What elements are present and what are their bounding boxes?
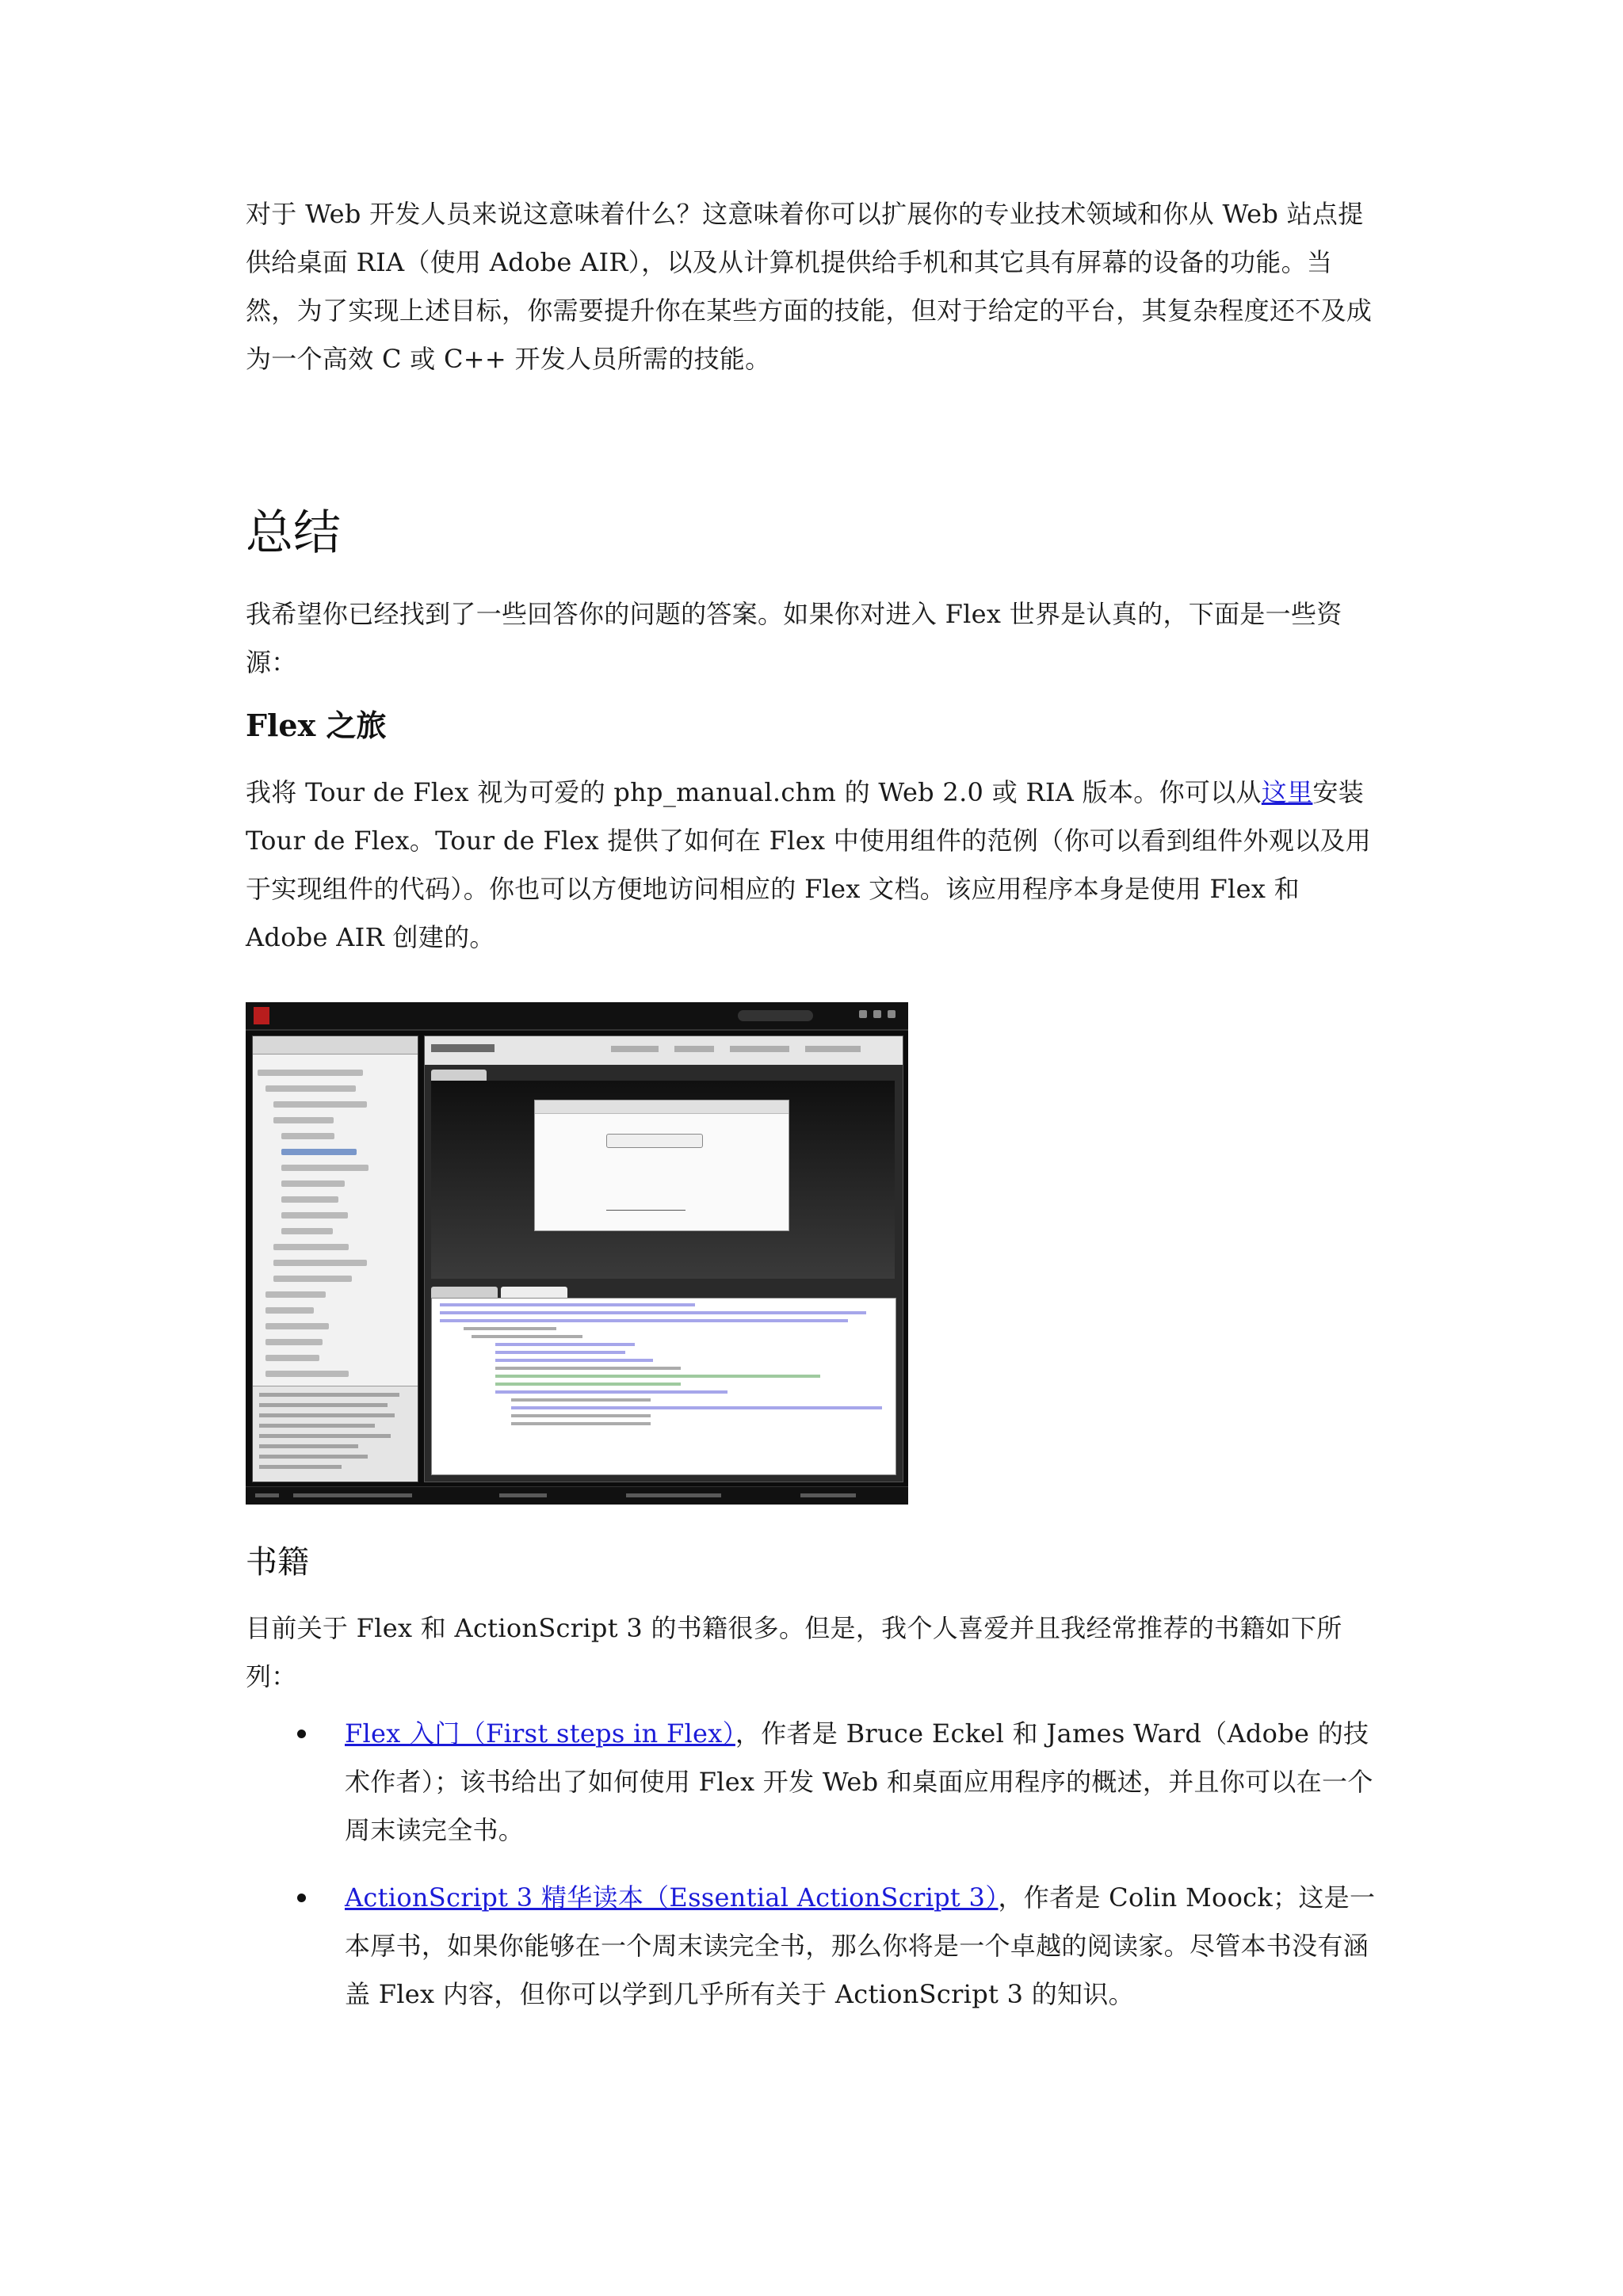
screenshot-tree-panel xyxy=(252,1035,418,1482)
screenshot-main-header xyxy=(425,1036,903,1065)
book-link-first-steps-in-flex[interactable]: Flex 入门（First steps in Flex） xyxy=(345,1718,735,1749)
bullet-icon xyxy=(297,1730,306,1738)
install-link[interactable]: 这里 xyxy=(1261,777,1313,807)
screenshot-demo-field xyxy=(606,1200,685,1211)
book-link-essential-actionscript-3[interactable]: ActionScript 3 精华读本（Essential ActionScript 3） xyxy=(345,1882,999,1913)
screenshot-source-tab-2 xyxy=(501,1287,567,1298)
screenshot-titlebar xyxy=(246,1002,908,1031)
tour-de-flex-screenshot xyxy=(246,1002,908,1505)
tour-de-flex-heading: Flex 之旅 xyxy=(246,707,387,743)
bullet-icon xyxy=(297,1894,306,1902)
screenshot-search-box xyxy=(738,1010,813,1021)
tour-de-flex-paragraph xyxy=(246,769,1381,962)
adobe-logo-icon xyxy=(254,1007,269,1024)
book-list-item xyxy=(246,1874,1381,2019)
books-list xyxy=(246,1710,1381,2038)
book-list-item xyxy=(246,1710,1381,1855)
screenshot-popup-button xyxy=(606,1134,703,1148)
tour-text-before: 我将 Tour de Flex 视为可爱的 php_manual.chm 的 Web 2.0 或 RIA 版本。你可以从 xyxy=(246,777,1262,807)
screenshot-main-panel xyxy=(424,1035,903,1482)
screenshot-description-panel xyxy=(253,1386,418,1482)
screenshot-tree-header xyxy=(253,1036,418,1055)
book-description: ，作者是 Bruce Eckel 和 James Ward（Adobe 的技术作者）；该书给出了如何使用 Flex 开发 Web 和桌面应用程序的概述，并且你可以在一个周末读完全书。 xyxy=(345,1718,1373,1845)
tour-text-after: 安装 Tour de Flex。Tour de Flex 提供了如何在 Flex 中使用组件的范例（你可以看到组件外观以及用于实现组件的代码）。你也可以方便地访问相应的 Flex 文档。该应用程序本身是使用 Flex 和 Adobe AIR 创建的。 xyxy=(246,777,1372,952)
books-heading: 书籍 xyxy=(246,1544,309,1581)
screenshot-code-panel xyxy=(431,1298,896,1475)
summary-paragraph: 我希望你已经找到了一些回答你的问题的答案。如果你对进入 Flex 世界是认真的，下面是一些资源： xyxy=(246,599,1342,677)
screenshot-source-tab xyxy=(431,1287,498,1298)
intro-paragraph: 对于 Web 开发人员来说这意味着什么？这意味着你可以扩展你的专业技术领域和你从 Web 站点提供给桌面 RIA（使用 Adobe AIR），以及从计算机提供给手机和其它具有屏幕的设备的功能。当然，为了实现上述目标，你需要提升你在某些方面的技能，但对于给定的平台，其复杂程度还不及成为一个高效 C 或 C++ 开发人员所需的技能。 xyxy=(246,199,1373,374)
screenshot-tree xyxy=(258,1060,408,1409)
books-paragraph: 目前关于 Flex 和 ActionScript 3 的书籍很多。但是，我个人喜爱并且我经常推荐的书籍如下所列： xyxy=(246,1613,1342,1691)
maximize-icon xyxy=(873,1010,881,1018)
screenshot-demo-stage xyxy=(431,1081,895,1279)
screenshot-sample-tab xyxy=(431,1070,487,1081)
book-description: ，作者是 Colin Moock；这是一本厚书，如果你能够在一个周末读完全书，那么你将是一个卓越的阅读家。尽管本书没有涵盖 Flex 内容，但你可以学到几乎所有关于 ActionScript 3 的知识。 xyxy=(345,1882,1376,2009)
close-icon xyxy=(888,1010,896,1018)
summary-heading: 总结 xyxy=(246,505,341,561)
screenshot-status-bar xyxy=(246,1486,908,1505)
screenshot-demo-dialog xyxy=(534,1100,789,1231)
minimize-icon xyxy=(859,1010,867,1018)
